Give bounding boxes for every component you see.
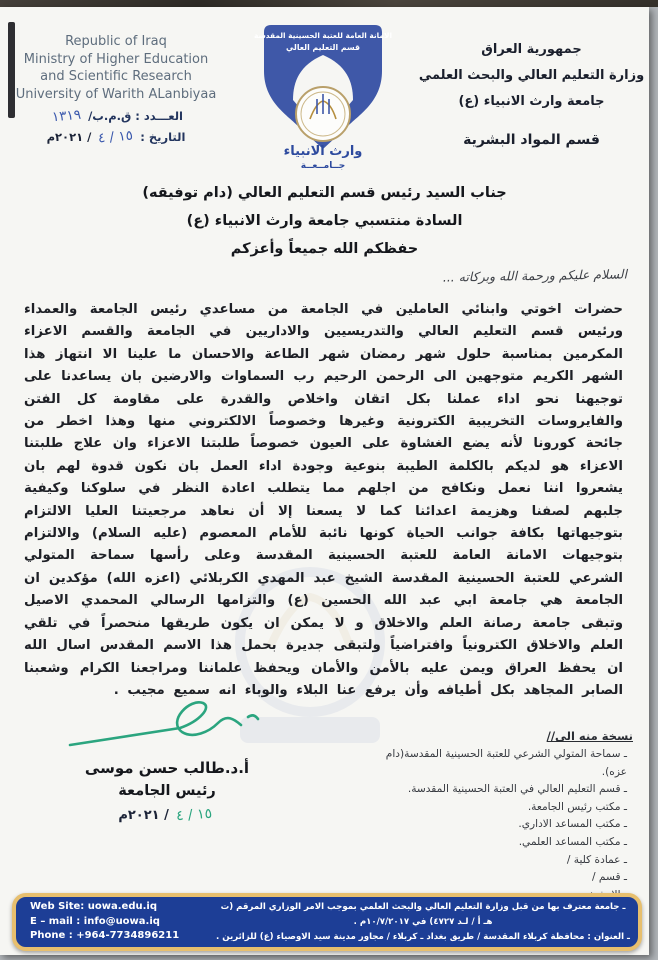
letter-number-line [0,108,232,124]
phone-value: +964-7734896211 [76,930,180,942]
header-emblem-block [232,21,414,173]
copy-to-list [381,746,633,904]
letter-number-value: ١٣١٩ [51,106,82,126]
website-label: Web Site: [30,901,85,913]
phone-label: Phone : [30,930,73,942]
letter-paper [0,7,649,955]
copy-to-item: ـ قسم التعليم العالي في العتبة الحسينية المقدسة. [381,781,627,799]
footer-accreditation-line: ـ جامعة معترف بها من قبل وزارة التعليم العالي والبحث العلمي بموجب الامر الوزاري المرقم (ت هـ أ / لـد ٤٧٢٧) في ١٠/٧/٢٠١٧م . [220,901,626,927]
signature-block [42,695,292,823]
letter-date-label: التاريخ : [140,130,186,144]
footer-website-line [30,900,208,915]
copy-to-item: ـ سماحة المتولي الشرعي للعتبة الحسينية المقدسة(دام عزه). [381,746,627,781]
addressee-line-2: السادة منتسبي جامعة وارث الانبياء (ع) [186,213,463,229]
addressee-line-1: جناب السيد رئيس قسم التعليم العالي (دام توفيقه) [142,185,507,201]
ministry-name-en-2: and Scientific Research [40,69,192,84]
letter-date-handwritten: ١٥ / ٤ [97,127,134,147]
letter-number-label: العـــدد : ق.م.ب/ [88,109,183,123]
copy-to-item: ـ قسم / [381,869,627,887]
signature-date-handwritten: ١٥ / ٤ [175,805,214,825]
email-label: E – mail : [30,915,81,927]
letter-body-paragraph: حضرات اخوتي وابنائي العاملين في الجامعة من مساعدي رئيس الجامعة والعمداء ورئيس قسم التعليم العالي والتدريسيين والاداريين في الجامعة والقسم الاعزاء المكرمين بمناسبة حلول شهر رمضان شهر الطاعة والاحسان ما علينا الا انتهاز هذا الشهر الكريم متوجهين الى الرحمن الرحيم رب السماوات والارضين بان يساعدنا على توجيهنا نحو اداء عملنا بكل اتقان واخلاص والقدرة على مقاومة كل الفتن والفايروسات التخريبية الكترونية وغيرها وخصوصاً الالكتروني منها وهذا اخطر من جائحة كورونا لأنه يضع الغشاوة على العيون خصوصاً طلبتنا الاعزاء وان علاج طلبتنا الاعزاء هو لديكم بالكلمة الطيبة بنوعية وجودة اداء العمل بان نكون قدوة لهم بان يشعروا اننا نعمل ونكافح من اجلهم مما يتطلب اعادة النظر في سلوكنا وكيفية جلبهم لصفنا وهزيمة اعدائنا كما لا يسعنا إلا أن نعاهد مرجعيتنا العليا الالتزام بتوجيهاتها بكافة جوانب الحياة كونها نائبة للأمام المعصوم (عليه السلام) والالتزام بتوجيهات الامانة العامة للعتبة الحسينية المقدسة وعلى رأسها سماحة المتولي الشرعي للعتبة الحسينية المقدسة الشيخ عبد المهدي الكربلائي (اعزه الله) مؤكدين ان الجامعة هي جامعة ابي عبد الله الحسين (ع) والتزامها الرسالي المحمدي الاصيل وتبقى جامعة رصانة العلم والاخلاق و لا يمكن ان يكون طريقها منحصراً في تلقي العلم والاخلاق الكترونياً وافتراضياً ولتبقى جديرة بحمل هذا الاسم المقدس اسال الله ان يحفظ العراق ويمن عليه بالأمن والأمان ويحفظ علماننا ومراجعنا الكرام وشعبنا الصابر المجاهد بكل أطيافه وأن يرفع عنا البلاء والوباء انه سميع مجيب . [24,302,623,698]
letter-date-line [0,129,232,145]
footer-contact-block [16,900,208,944]
signatory-name: أ.د.طالب حسن موسى [84,759,250,777]
addressee-line-3: حفظكم الله جميعاً وأعزكم [230,241,419,257]
emblem-university-word: جــامــعــة [300,161,346,171]
letter-date-year: / ٢٠٢١م [46,130,92,144]
letter-footer-bar [12,893,642,951]
country-name-ar: جمهورية العراق [481,42,582,57]
handwritten-salutation: السلام عليكم ورحمة الله وبركاته ... [442,266,628,285]
letter-header [0,21,649,173]
copy-distribution-block [381,729,633,904]
email-value: info@uowa.iq [83,915,160,927]
country-name-en: Republic of Iraq [65,34,167,49]
header-english-block [0,21,232,173]
copy-to-item: ـ مكتب رئيس الجامعة. [381,799,627,817]
university-name-ar: جامعة وارث الانبياء (ع) [458,94,605,109]
handwritten-signature-icon [62,695,272,753]
university-name-en: University of Warith ALanbiyaa [15,86,217,102]
letter-addressee-block [0,179,649,263]
copy-to-heading: نسخة منه الى// [546,729,633,743]
signature-date-line [42,807,292,823]
signature-date-year: / ٢٠٢١م [118,808,169,823]
copy-to-item: ـ مكتب المساعد العلمي. [381,834,627,852]
ministry-name-ar: وزارة التعليم العالي والبحث العلمي [418,68,645,83]
department-name-ar: قسم المواد البشرية [463,132,600,148]
copy-to-item: ـ مكتب المساعد الاداري. [381,816,627,834]
shrine-banner-line2: قسم التعليم العالي [286,43,360,52]
footer-phone-line [30,929,208,944]
footer-email-line [30,915,208,930]
scan-edge-artifact [0,0,658,7]
footer-arabic-block [208,900,638,945]
ministry-name-en-1: Ministry of Higher Education [23,51,209,67]
copy-to-item: ـ عمادة كلية / [381,852,627,870]
website-value: uowa.edu.iq [87,901,157,913]
signatory-title: رئيس الجامعة [118,783,216,799]
emblem-university-calligraphy: وارث الانبياء [283,144,363,159]
footer-address-line: ـ العنوان : محافظة كربلاء المقدسة / طريق بغداد ـ كربلاء / مجاور مدينة سيد الاوصياء (ع) للزائرين . [216,931,630,942]
header-arabic-block [414,21,649,173]
shrine-banner-line1: الامانة العامة للعتبة الحسينية المقدسة [253,31,393,40]
university-emblem [247,21,399,173]
